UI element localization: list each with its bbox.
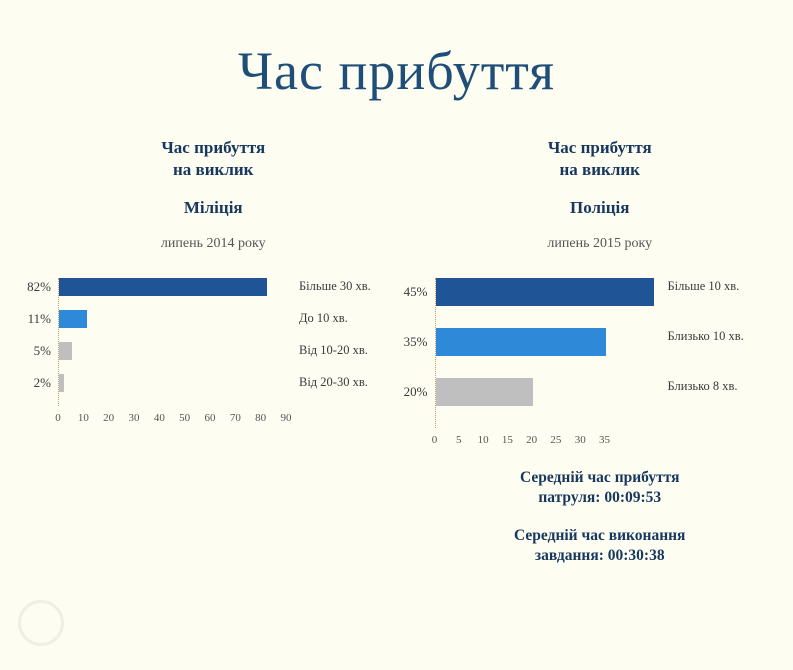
bar-row xyxy=(59,374,397,392)
average-arrival-note-line1: Середній час прибуття xyxy=(407,468,793,488)
x-axis-tick: 50 xyxy=(179,412,190,424)
bar-value-label: 82% xyxy=(7,279,51,295)
average-arrival-note xyxy=(407,468,793,508)
bar-row xyxy=(436,378,793,406)
bar-category-label: Більше 10 хв. xyxy=(668,279,740,294)
x-axis-tick: 35 xyxy=(599,434,610,446)
bar-row xyxy=(436,328,793,356)
x-axis-tick: 0 xyxy=(55,412,61,424)
bar-value-label: 2% xyxy=(7,375,51,391)
x-axis-tick: 80 xyxy=(255,412,266,424)
bar-value-label: 35% xyxy=(384,334,428,350)
x-axis-tick: 40 xyxy=(154,412,165,424)
x-axis-tick: 70 xyxy=(230,412,241,424)
right-bar-chart xyxy=(407,278,793,452)
left-panel-heading-line1: Час прибуття xyxy=(161,138,265,157)
right-panel-heading-line1: Час прибуття xyxy=(548,138,652,157)
watermark-logo xyxy=(18,600,64,646)
x-axis-tick: 60 xyxy=(205,412,216,424)
left-chart-plot-area xyxy=(58,278,397,406)
bar-row xyxy=(59,310,397,328)
bar-row xyxy=(59,342,397,360)
left-chart-panel xyxy=(0,137,397,566)
bar-value-label: 20% xyxy=(384,384,428,400)
average-completion-note xyxy=(407,526,793,566)
x-axis-tick: 30 xyxy=(129,412,140,424)
bar xyxy=(59,278,267,296)
right-chart-panel xyxy=(397,137,793,566)
right-panel-heading xyxy=(407,137,793,180)
bar xyxy=(59,310,87,328)
bar-value-label: 45% xyxy=(384,284,428,300)
average-completion-note-line1: Середній час виконання xyxy=(407,526,793,546)
x-axis-tick: 0 xyxy=(432,434,438,446)
right-chart-x-axis xyxy=(435,434,605,452)
left-panel-heading xyxy=(30,137,397,180)
bar-category-label: До 10 хв. xyxy=(299,311,348,326)
x-axis-tick: 30 xyxy=(575,434,586,446)
charts-container xyxy=(0,137,793,566)
left-panel-subtitle: Міліція xyxy=(30,198,397,218)
bar xyxy=(59,374,64,392)
x-axis-tick: 10 xyxy=(478,434,489,446)
bar-row xyxy=(59,278,397,296)
bar-category-label: Близько 8 хв. xyxy=(668,379,738,394)
x-axis-tick: 90 xyxy=(281,412,292,424)
slide-title: Час прибуття xyxy=(0,42,793,101)
bar-category-label: Близько 10 хв. xyxy=(668,329,744,344)
x-axis-tick: 20 xyxy=(526,434,537,446)
bar-category-label: Від 10-20 хв. xyxy=(299,343,368,358)
bar xyxy=(436,378,533,406)
bar-row xyxy=(436,278,793,306)
right-panel-heading-line2: на виклик xyxy=(407,159,793,180)
average-completion-note-line2: завдання: 00:30:38 xyxy=(407,546,793,566)
right-panel-subtitle: Поліція xyxy=(407,198,793,218)
left-panel-heading-line2: на виклик xyxy=(30,159,397,180)
x-axis-tick: 5 xyxy=(456,434,462,446)
left-bar-chart xyxy=(30,278,397,430)
bar-value-label: 11% xyxy=(7,311,51,327)
bar-category-label: Від 20-30 хв. xyxy=(299,375,368,390)
right-chart-plot-area xyxy=(435,278,793,428)
bar-category-label: Більше 30 хв. xyxy=(299,279,371,294)
left-panel-date: липень 2014 року xyxy=(30,236,397,252)
x-axis-tick: 25 xyxy=(550,434,561,446)
bar xyxy=(436,328,606,356)
x-axis-tick: 20 xyxy=(103,412,114,424)
average-arrival-note-line2: патруля: 00:09:53 xyxy=(407,488,793,508)
x-axis-tick: 10 xyxy=(78,412,89,424)
bar-value-label: 5% xyxy=(7,343,51,359)
bar xyxy=(59,342,72,360)
bar xyxy=(436,278,655,306)
right-panel-date: липень 2015 року xyxy=(407,236,793,252)
x-axis-tick: 15 xyxy=(502,434,513,446)
left-chart-x-axis xyxy=(58,412,286,430)
